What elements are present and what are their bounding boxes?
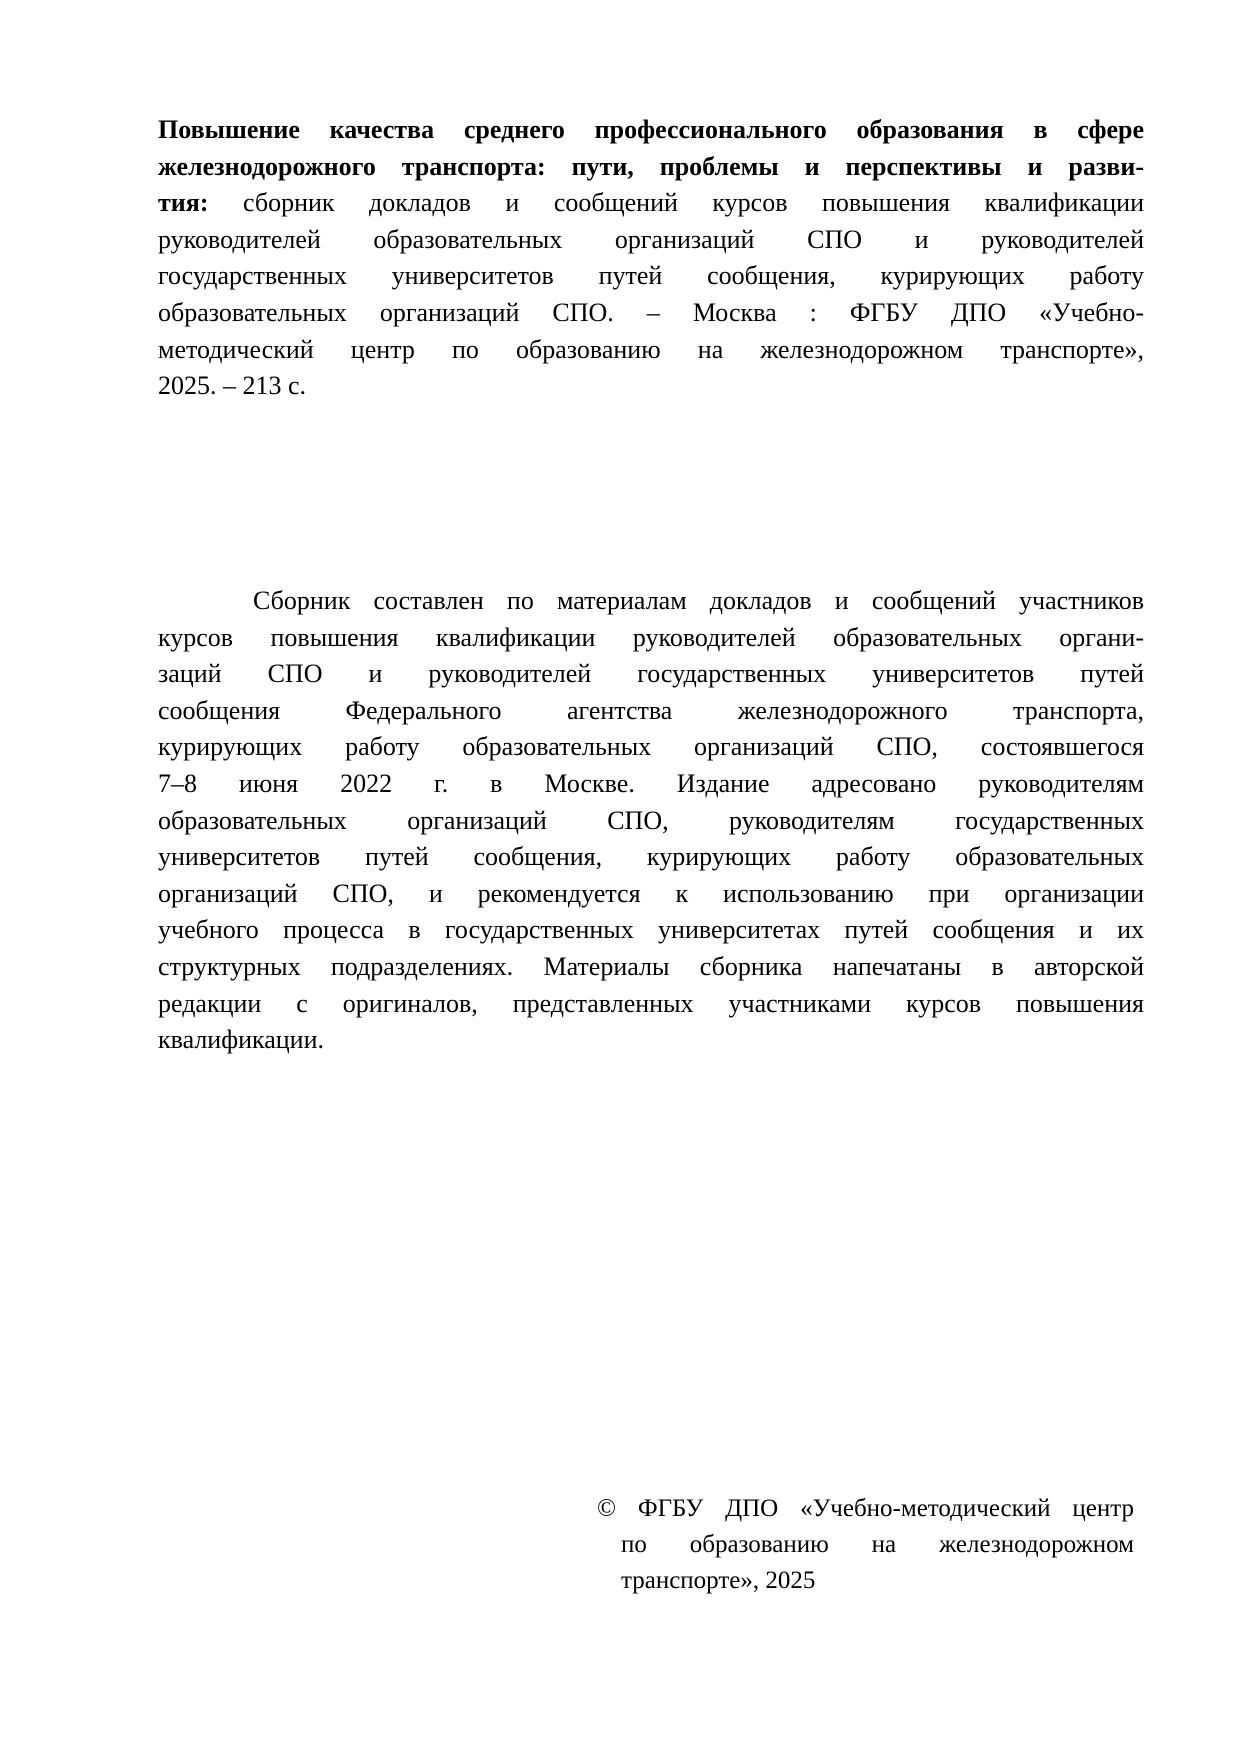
text-line: по образованию на железнодорожном <box>621 1531 1134 1558</box>
bold-text: Повышение качества среднего профессионального образования в сфере <box>158 115 1144 144</box>
bibliography-paragraph <box>158 112 1144 405</box>
bold-text: железнодорожного транспорта: пути, проблемы и перспективы и разви- <box>158 151 1144 181</box>
text-line: 2025. – 213 с. <box>158 371 307 401</box>
text-line: курирующих работу образовательных организаций СПО, состоявшегося <box>158 732 1144 762</box>
text-line: транспорте», 2025 <box>621 1567 816 1594</box>
text-line: заций СПО и руководителей государственных университетов путей <box>158 659 1144 689</box>
text-line: редакции с оригиналов, представленных участниками курсов повышения <box>158 988 1144 1018</box>
text-line: курсов повышения квалификации руководителей образовательных органи- <box>158 622 1144 652</box>
text-line <box>158 149 1144 186</box>
text-line: тия: сборник докладов и сообщений курсов повышения квалификации <box>158 188 1144 218</box>
text-line: методический центр по образованию на железнодорожном транспорте», <box>158 334 1144 364</box>
text-line: государственных университетов путей сообщения, курирующих работу <box>158 261 1144 291</box>
text-line: образовательных организаций СПО. – Москва : ФГБУ ДПО «Учебно- <box>158 297 1144 327</box>
copyright-notice <box>597 1491 1134 1599</box>
text-line: руководителей образовательных организаций СПО и руководителей <box>158 224 1144 254</box>
annotation-paragraph <box>158 583 1144 1059</box>
text-line: организаций СПО, и рекомендуется к использованию при организации <box>158 878 1144 908</box>
text-line: сообщения Федерального агентства железнодорожного транспорта, <box>158 695 1144 725</box>
text-line: университетов путей сообщения, курирующих работу образовательных <box>158 842 1144 872</box>
text-line: 7–8 июня 2022 г. в Москве. Издание адресовано руководителям <box>158 768 1144 798</box>
bold-text: тия: <box>158 188 209 218</box>
text-line: структурных подразделениях. Материалы сборника напечатаны в авторской <box>158 951 1144 981</box>
text-line: образовательных организаций СПО, руководителям государственных <box>158 805 1144 835</box>
text-line <box>158 112 1144 149</box>
text-line: Сборник составлен по материалам докладов и сообщений участников <box>253 586 1144 615</box>
text-line: учебного процесса в государственных университетах путей сообщения и их <box>158 915 1144 945</box>
text-line: © ФГБУ ДПО «Учебно-методический центр <box>597 1495 1134 1522</box>
text-line: квалификации. <box>158 1025 325 1055</box>
